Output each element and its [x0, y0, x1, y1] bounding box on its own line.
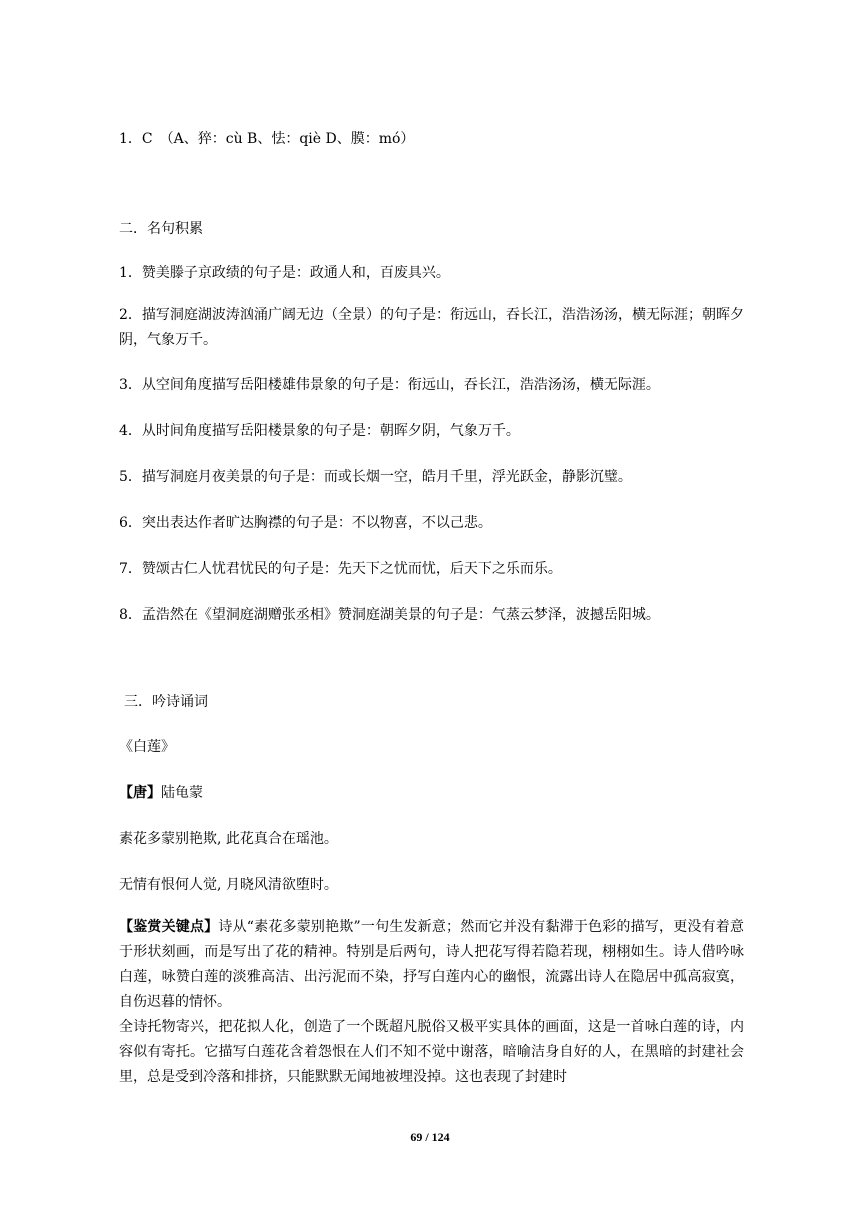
page-number: 69 / 124	[410, 1130, 450, 1144]
appreciation-text: 诗从“素花多蒙别艳欺”一句生发新意；然而它并没有黏滞于色彩的描写，更没有着意于形状刻画，而是写出了花的精神。特别是后两句，诗人把花写得若隐若现，栩栩如生。诗人借吟咏白莲，咏赞白莲的淡雅高洁、出污泥而不染，抒写白莲内心的幽恨，流露出诗人在隐居中孤高寂寞，自伤迟暮的情怀。	[119, 919, 745, 1010]
analysis-paragraph: 全诗托物寄兴，把花拟人化，创造了一个既超凡脱俗又极平实具体的画面，这是一首咏白莲的诗，内容似有寄托。它描写白莲花含着怨恨在人们不知不觉中谢落，暗喻洁身自好的人，在黑暗的封建社会里，总是受到冷落和排挤，只能默默无闻地被埋没掉。这也表现了封建时	[119, 1019, 744, 1085]
quote-item-3: 3．从空间角度描写岳阳楼雄伟景象的句子是：衔远山，吞长江，浩浩汤汤，横无际涯。	[119, 377, 660, 393]
poem-author: 陆龟蒙	[161, 785, 203, 801]
answer-1: 1．C （A、猝：cù B、怯：qiè D、膜：mó）	[119, 131, 415, 147]
appreciation-label: 【鉴赏关键点】	[119, 919, 219, 935]
poem-line-1: 素花多蒙别艳欺, 此花真合在瑶池。	[119, 831, 338, 847]
poem-line-2: 无情有恨何人觉, 月晓风清欲堕时。	[119, 877, 338, 893]
quote-item-5: 5．描写洞庭月夜美景的句子是：而或长烟一空，皓月千里，浮光跃金，静影沉璧。	[119, 469, 632, 485]
poem-dynasty: 【唐】	[119, 785, 161, 801]
quote-item-6: 6．突出表达作者旷达胸襟的句子是：不以物喜，不以己悲。	[119, 515, 492, 531]
poem-title: 《白莲》	[119, 739, 175, 755]
section-3-heading: 三．吟诗诵词	[124, 694, 208, 710]
quote-item-2: 2．描写洞庭湖波涛汹涌广阔无边（全景）的句子是：衔远山，吞长江，浩浩汤汤，横无际涯；朝晖夕阴，气象万千。	[119, 307, 744, 348]
quote-item-7: 7．赞颂古仁人忧君忧民的句子是：先天下之忧而忧，后天下之乐而乐。	[119, 561, 562, 577]
section-2-heading: 二．名句积累	[119, 221, 203, 237]
quote-item-1: 1．赞美滕子京政绩的句子是：政通人和，百废具兴。	[119, 265, 450, 281]
appreciation-paragraph	[119, 915, 744, 1015]
quote-item-8: 8．孟浩然在《望洞庭湖赠张丞相》赞洞庭湖美景的句子是：气蒸云梦泽，波撼岳阳城。	[119, 607, 660, 623]
quote-item-4: 4．从时间角度描写岳阳楼景象的句子是：朝晖夕阴，气象万千。	[119, 423, 520, 439]
poem-byline	[119, 786, 744, 800]
